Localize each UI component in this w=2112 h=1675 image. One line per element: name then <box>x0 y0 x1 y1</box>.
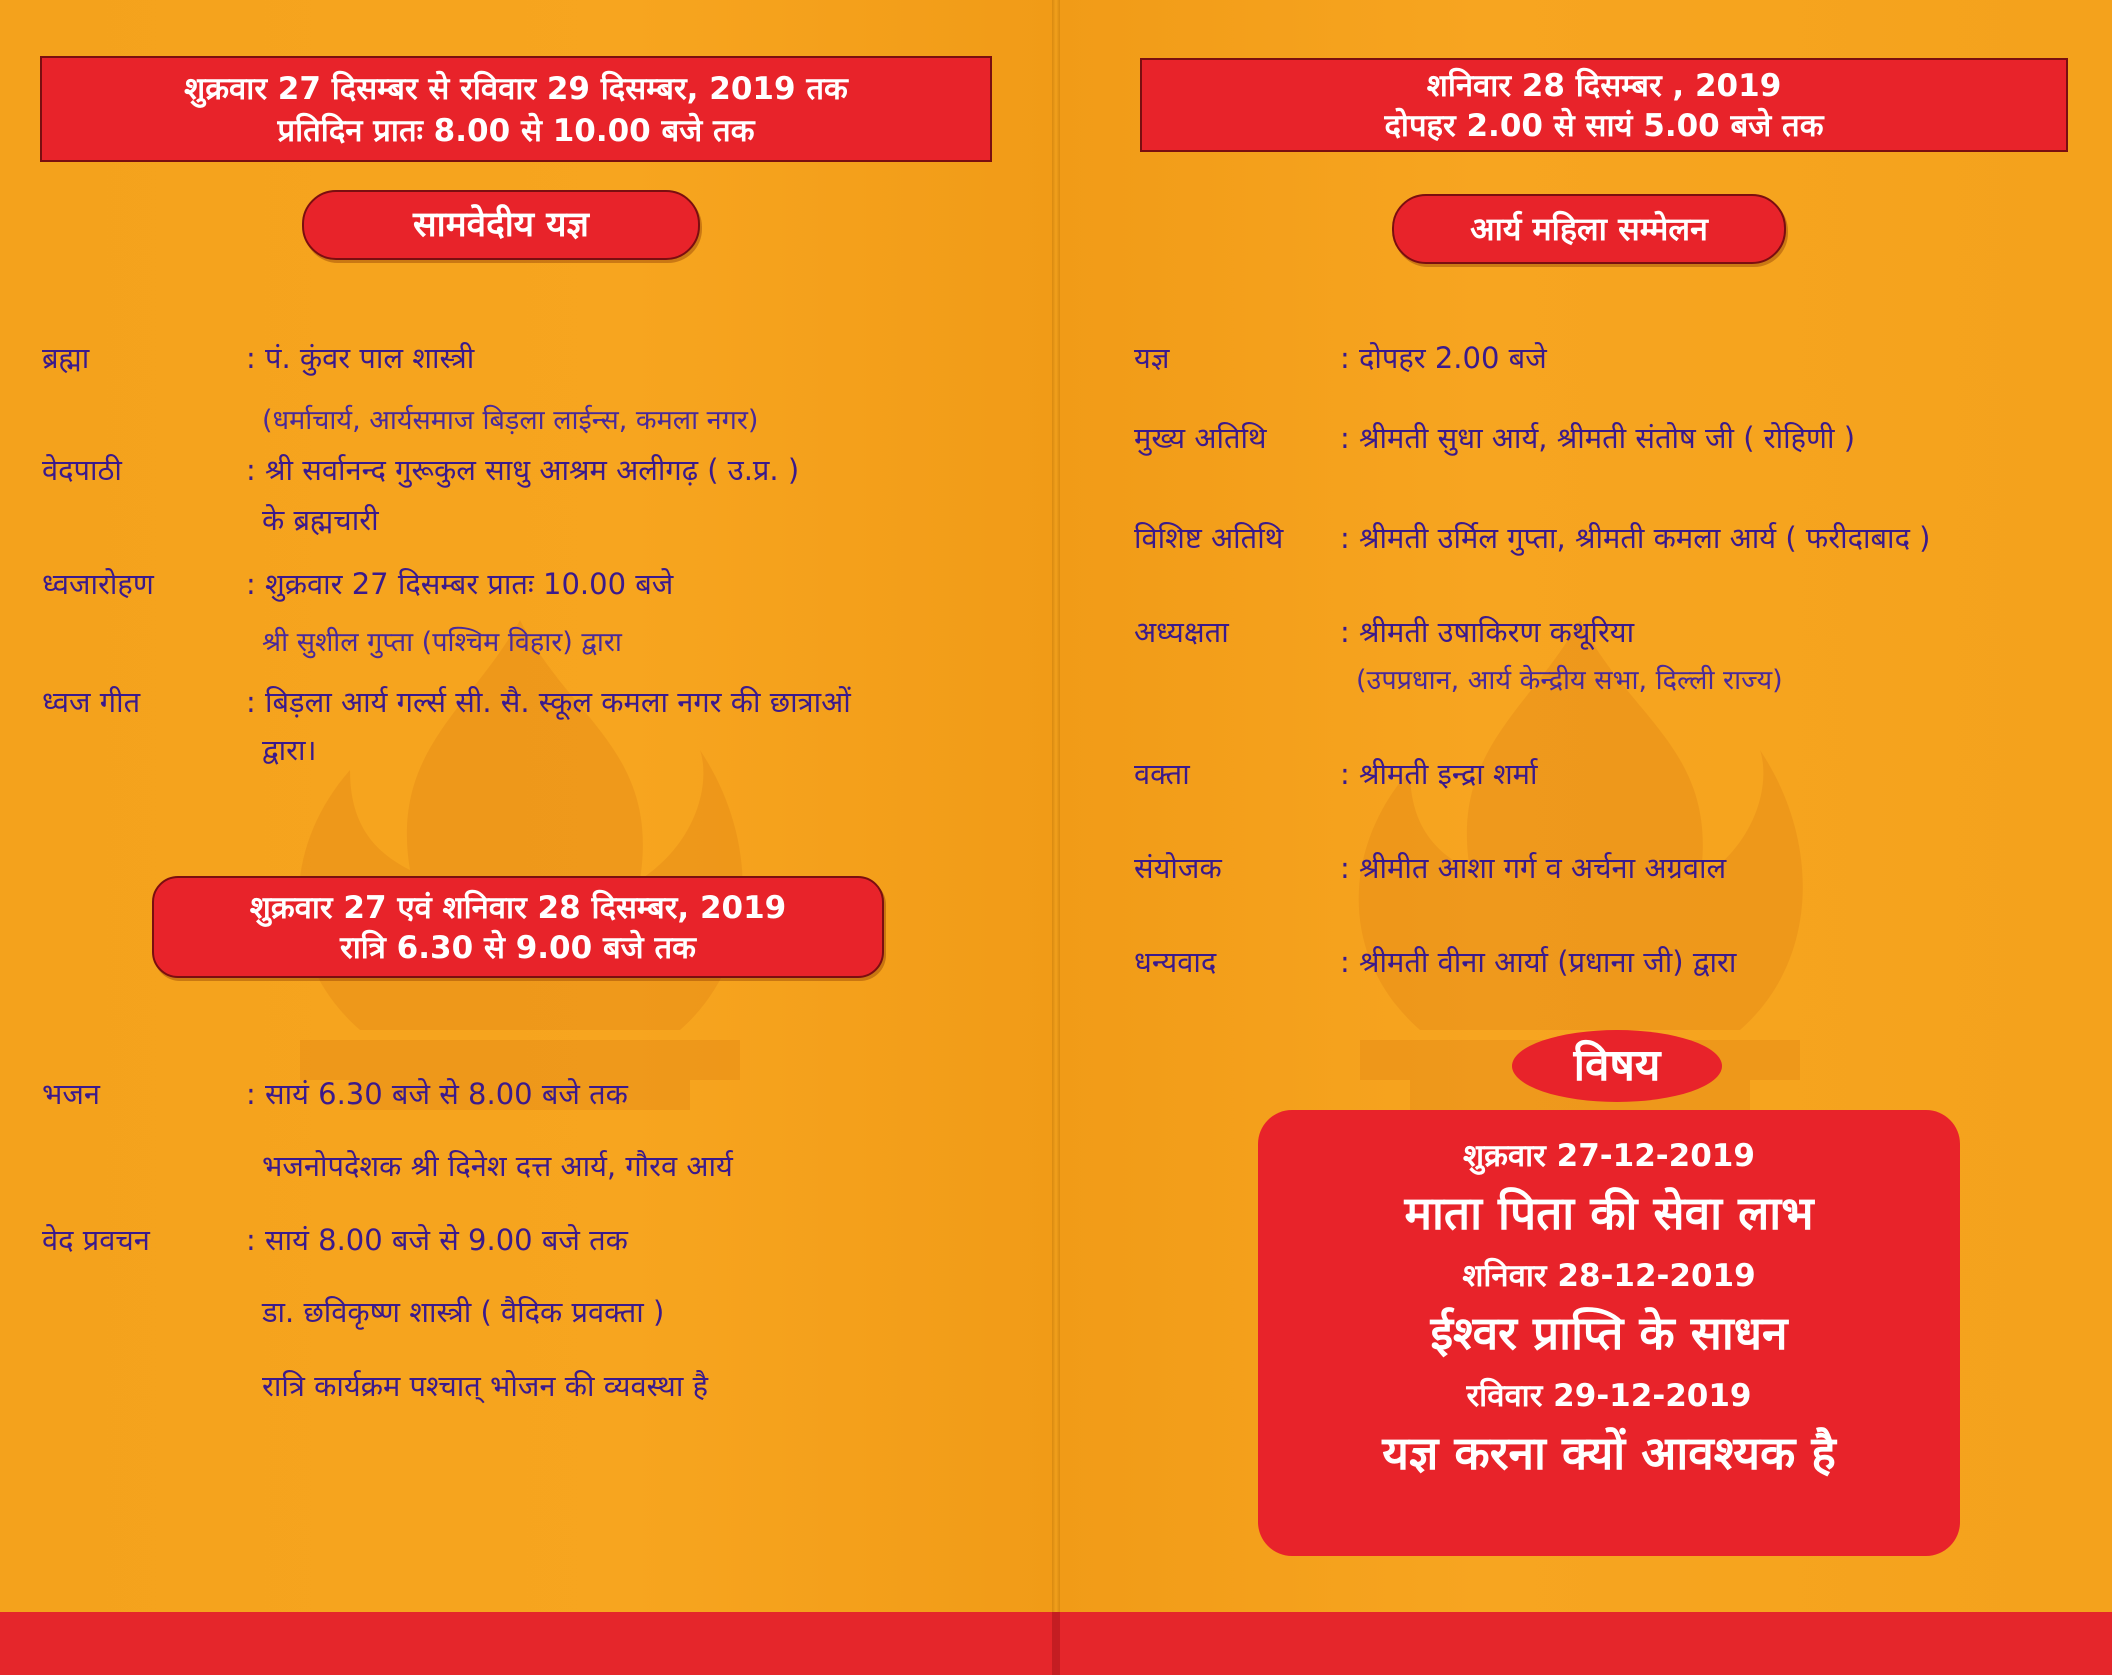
sammelan-schedule-header <box>1140 58 2068 152</box>
row-value: : सायं 8.00 बजे से 9.00 बजे तक <box>246 1223 628 1257</box>
topic-date: शुक्रवार 27-12-2019 <box>1463 1138 1755 1174</box>
row-value: : दोपहर 2.00 बजे <box>1340 341 1547 375</box>
row-value: : बिड़ला आर्य गर्ल्स सी. सै. स्कूल कमला नगर की छात्राओं <box>246 685 851 719</box>
dinner-note <box>262 1366 708 1405</box>
header-line-1: शुक्रवार 27 दिसम्बर से रविवार 29 दिसम्बर, 2019 तक <box>184 71 848 107</box>
row-sub: डा. छविकृष्ण शास्त्री ( वैदिक प्रवक्ता ) <box>262 1295 665 1329</box>
dinner-note-text: रात्रि कार्यक्रम पश्चात् भोजन की व्यवस्था है <box>262 1369 708 1403</box>
row-sub: द्वारा। <box>262 733 317 767</box>
row-label: भजन <box>42 1077 101 1111</box>
row-value: : शुक्रवार 27 दिसम्बर प्रातः 10.00 बजे <box>246 567 674 601</box>
row-label: अध्यक्षता <box>1134 615 1229 649</box>
row-label: विशिष्ट अतिथि <box>1134 521 1284 555</box>
row-label: वेदपाठी <box>42 453 122 487</box>
arya-mahila-sammelan-title <box>1392 194 1786 264</box>
row-sub: (धर्माचार्य, आर्यसमाज बिड़ला लाईन्स, कमला नगर) <box>262 405 759 436</box>
vishay-title-text: विषय <box>1573 1040 1661 1091</box>
row-label: वक्ता <box>1134 757 1190 791</box>
yagya-title-text: सामवेदीय यज्ञ <box>413 205 589 245</box>
row-sub: के ब्रह्मचारी <box>262 503 379 537</box>
row-label: संयोजक <box>1134 851 1222 885</box>
center-fold <box>1052 0 1060 1612</box>
topic-date: शनिवार 28-12-2019 <box>1462 1258 1756 1294</box>
row-value: : श्रीमीत आशा गर्ग व अर्चना अग्रवाल <box>1340 851 1727 885</box>
row-value: : श्रीमती वीना आर्या (प्रधाना जी) द्वारा <box>1340 945 1737 979</box>
footer-fold <box>1052 1612 1060 1675</box>
row-label: ब्रह्मा <box>42 341 90 375</box>
sammelan-title-text: आर्य महिला सम्मेलन <box>1470 210 1708 248</box>
row-label: ध्वज गीत <box>42 685 141 719</box>
topic-title: ईश्वर प्राप्ति के साधन <box>1430 1306 1788 1360</box>
topic-title: माता पिता की सेवा लाभ <box>1404 1186 1814 1240</box>
row-label: ध्वजारोहण <box>42 567 154 601</box>
morning-schedule-header <box>40 56 992 162</box>
evening-line-2: रात्रि 6.30 से 9.00 बजे तक <box>340 930 696 966</box>
row-label: वेद प्रवचन <box>42 1223 150 1257</box>
row-value: : श्रीमती उषाकिरण कथूरिया <box>1340 615 1635 649</box>
row-value: : श्रीमती सुधा आर्य, श्रीमती संतोष जी ( रोहिणी ) <box>1340 421 1856 455</box>
evening-schedule-header <box>152 876 884 978</box>
samvediya-yagya-title <box>302 190 700 260</box>
header-line-1: शनिवार 28 दिसम्बर , 2019 <box>1426 68 1782 104</box>
topic-date: रविवार 29-12-2019 <box>1466 1378 1752 1414</box>
topics-box <box>1258 1110 1960 1556</box>
header-line-2: प्रतिदिन प्रातः 8.00 से 10.00 बजे तक <box>277 113 755 149</box>
row-label: यज्ञ <box>1134 341 1170 375</box>
row-label: मुख्य अतिथि <box>1134 421 1267 455</box>
row-value: : श्रीमती इन्द्रा शर्मा <box>1340 757 1538 791</box>
row-value: : पं. कुंवर पाल शास्त्री <box>246 341 475 375</box>
row-value: : सायं 6.30 बजे से 8.00 बजे तक <box>246 1077 628 1111</box>
header-line-2: दोपहर 2.00 से सायं 5.00 बजे तक <box>1384 108 1824 144</box>
row-value: : श्री सर्वानन्द गुरूकुल साधु आश्रम अलीगढ़ ( उ.प्र. ) <box>246 453 800 487</box>
row-sub: श्री सुशील गुप्ता (पश्चिम विहार) द्वारा <box>262 627 622 658</box>
evening-line-1: शुक्रवार 27 एवं शनिवार 28 दिसम्बर, 2019 <box>249 890 787 926</box>
vishay-title <box>1512 1030 1722 1102</box>
row-sub: (उपप्रधान, आर्य केन्द्रीय सभा, दिल्ली राज्य) <box>1356 665 1783 696</box>
row-label: धन्यवाद <box>1134 945 1217 979</box>
havan-fire-watermark-left <box>240 580 800 1140</box>
row-value: : श्रीमती उर्मिल गुप्ता, श्रीमती कमला आर्य ( फरीदाबाद ) <box>1340 521 1931 555</box>
topic-title: यज्ञ करना क्यों आवश्यक है <box>1382 1426 1836 1480</box>
row-sub: भजनोपदेशक श्री दिनेश दत्त आर्य, गौरव आर्य <box>262 1149 733 1183</box>
